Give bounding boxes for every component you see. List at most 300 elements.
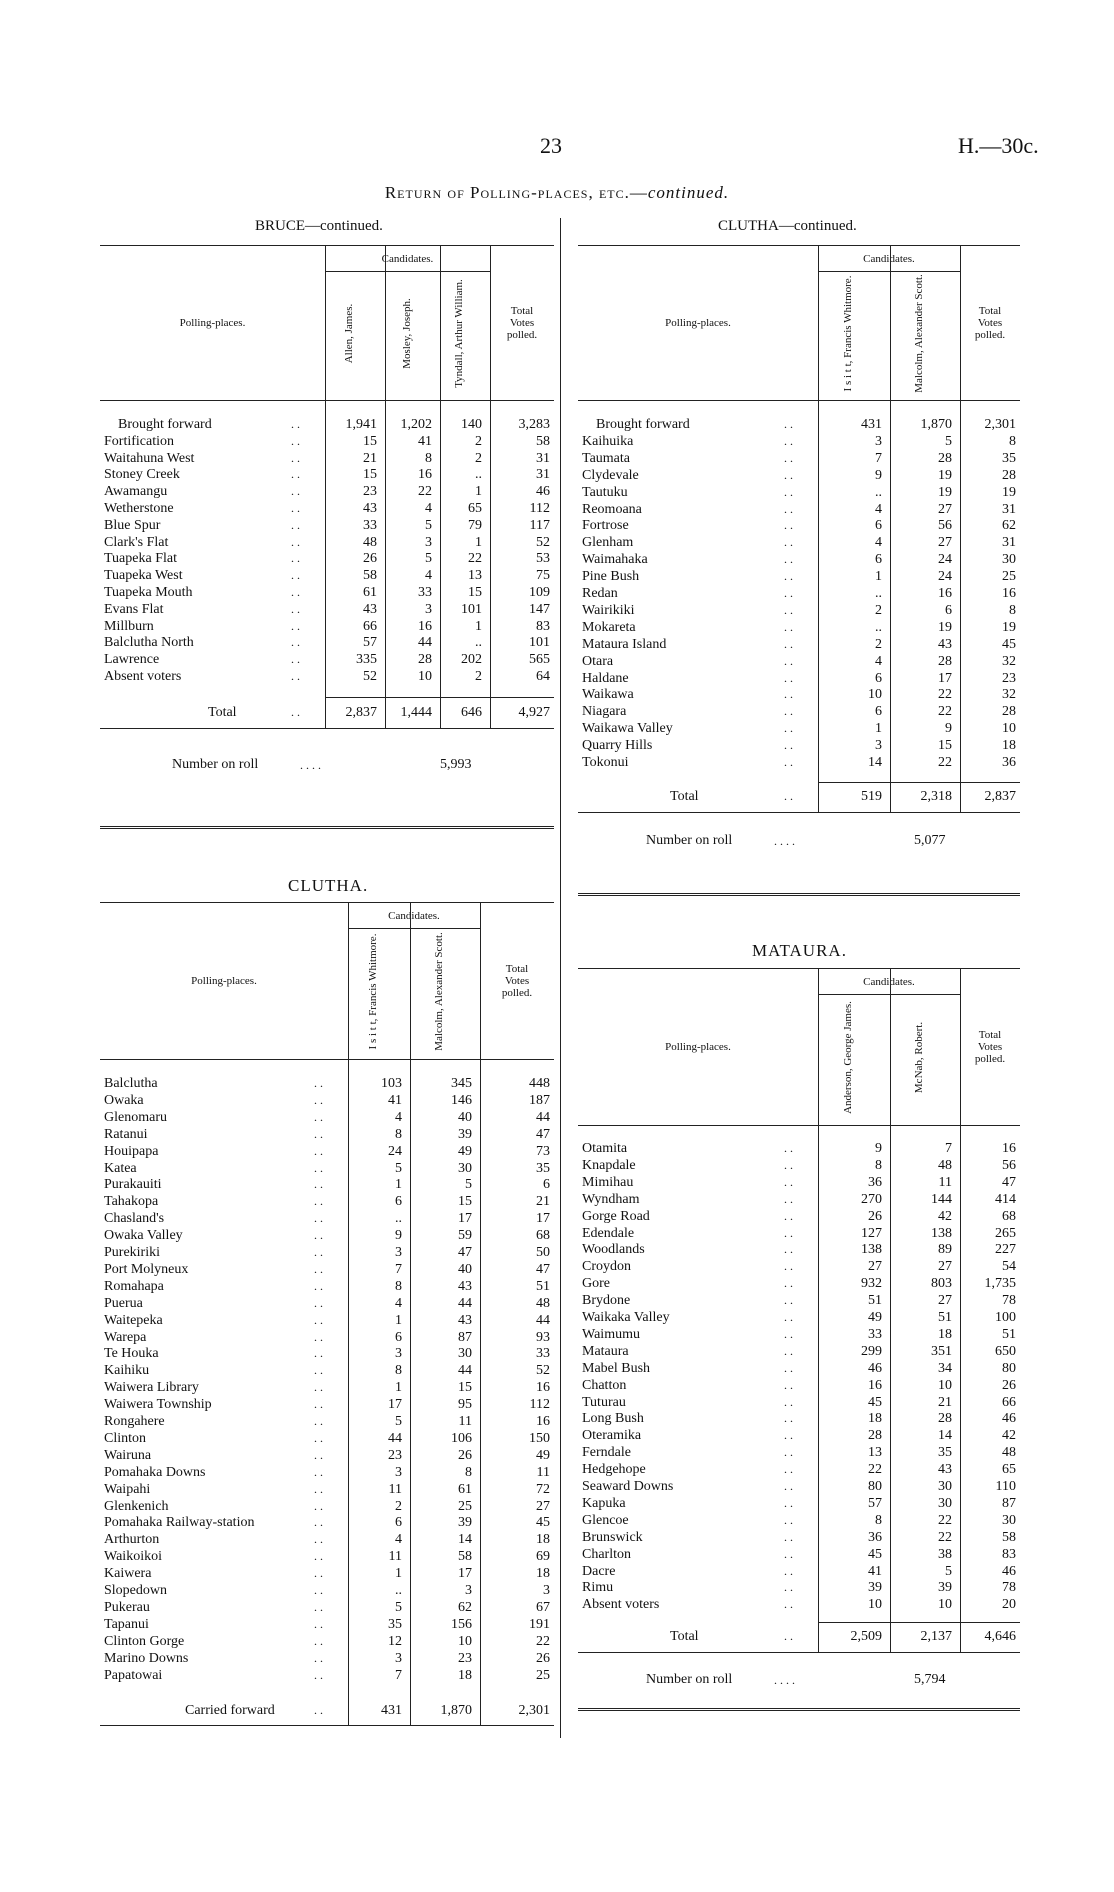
clutha-row-name: Purakauiti xyxy=(104,1177,162,1193)
bruce-total-label: Total xyxy=(208,705,237,720)
bruce-row-value: 43 xyxy=(363,501,377,516)
mataura-row-leader: . . xyxy=(784,1462,793,1477)
clutha-row-value: 45 xyxy=(536,1515,550,1531)
clutha_cont-row-value: 24 xyxy=(938,569,952,585)
bruce-row-value: 52 xyxy=(363,669,377,684)
clutha_cont-row-value: 35 xyxy=(1002,450,1016,466)
mataura-row-value: 51 xyxy=(868,1293,882,1309)
clutha_cont-row-value: 24 xyxy=(938,552,952,568)
clutha-row-leader: . . xyxy=(314,1481,323,1496)
clutha-row-name: Pukerau xyxy=(104,1599,150,1615)
clutha-row-value: 48 xyxy=(536,1295,550,1311)
mataura-row-value: 56 xyxy=(1002,1157,1016,1173)
bruce-row-name: Millburn xyxy=(104,618,154,634)
page-number: 23 xyxy=(540,133,562,158)
clutha-row-value: 191 xyxy=(529,1616,550,1632)
clutha-row-leader: . . xyxy=(314,1616,323,1631)
mataura-row-value: 89 xyxy=(938,1242,952,1258)
bruce-row-value: 1 xyxy=(475,534,482,550)
clutha_cont-row-value: 4 xyxy=(875,501,882,517)
clutha-row-value: 58 xyxy=(458,1549,472,1565)
mataura-row-value: 10 xyxy=(938,1377,952,1393)
clutha-row-value: 6 xyxy=(395,1515,402,1531)
clutha_cont-row-value: 27 xyxy=(938,501,952,517)
bruce-row-value: 58 xyxy=(363,568,377,584)
clutha-row-value: 11 xyxy=(458,1414,472,1429)
mataura-row-value: 8 xyxy=(875,1157,882,1173)
bruce-row-leader: . . xyxy=(291,417,300,431)
clutha-row-value: 17 xyxy=(536,1211,550,1227)
clutha-row-value: 16 xyxy=(536,1380,550,1396)
bruce-row-value: 15 xyxy=(363,433,377,449)
clutha-row-value: 25 xyxy=(536,1667,550,1683)
clutha-row-value: 67 xyxy=(536,1599,550,1615)
clutha-title: CLUTHA. xyxy=(288,876,369,895)
clutha-header-rule xyxy=(100,1059,554,1060)
mataura-total-label: Total xyxy=(670,1629,699,1644)
mataura-row-name: Oteramika xyxy=(582,1428,642,1444)
clutha_cont-row-value: 19 xyxy=(938,619,952,635)
clutha_cont-row-value: 19 xyxy=(1002,619,1016,635)
clutha-row-name: Tapanui xyxy=(104,1616,149,1632)
bruce-row-leader: . . xyxy=(291,635,300,650)
clutha-total-label: Carried forward xyxy=(185,1703,275,1718)
clutha_cont-total-header-line: Total xyxy=(978,304,1002,317)
mataura-row-value: 932 xyxy=(861,1276,882,1292)
bruce-row-value: 15 xyxy=(363,467,377,483)
clutha_cont-row-value: 31 xyxy=(1002,535,1016,551)
bruce-row-value: 101 xyxy=(461,601,482,617)
clutha-total-header xyxy=(480,963,554,999)
clutha-row-leader: . . xyxy=(314,1532,323,1547)
mataura-row-value: 270 xyxy=(861,1191,882,1207)
mataura-candidate-name: McNab, Robert. xyxy=(913,1021,925,1094)
clutha_cont-row-value: 18 xyxy=(1002,738,1016,754)
bruce-row-value: 75 xyxy=(536,568,550,584)
clutha_cont-row-name: Tautuku xyxy=(582,484,628,500)
mataura-row-name: Chatton xyxy=(582,1377,627,1393)
clutha-row-name: Kaiwera xyxy=(104,1566,152,1582)
clutha_cont-row-value: 4 xyxy=(875,535,882,551)
mataura-row-value: 68 xyxy=(1002,1208,1016,1224)
mataura-row-leader: . . xyxy=(784,1225,793,1240)
bruce-row-value: 28 xyxy=(418,652,432,668)
mataura-row-value: 43 xyxy=(938,1462,952,1478)
bruce-row-value: 53 xyxy=(536,551,550,567)
bruce-row-leader: . . xyxy=(291,450,300,465)
mataura-row-leader: . . xyxy=(784,1377,793,1392)
mataura-row-value: 46 xyxy=(868,1360,882,1376)
clutha-row-value: 59 xyxy=(458,1228,472,1244)
bruce-row-value: 23 xyxy=(363,484,377,500)
mataura-total-rule xyxy=(818,1622,1020,1623)
clutha-row-name: Warepa xyxy=(104,1329,147,1345)
clutha-candidates-header: Candidates. xyxy=(388,910,440,922)
clutha-row-value: 3 xyxy=(395,1245,402,1260)
mataura-row-name: Gore xyxy=(582,1276,610,1292)
mataura-row-name: Wyndham xyxy=(582,1191,640,1207)
bruce-row-name: Brought forward xyxy=(118,417,212,432)
clutha-row-value: 25 xyxy=(458,1498,472,1514)
bruce-row-name: Waitahuna West xyxy=(104,450,195,466)
clutha_cont-row-value: 22 xyxy=(938,704,952,720)
mataura-candidates-rule xyxy=(818,994,960,995)
mataura-row-value: 33 xyxy=(868,1326,882,1342)
bruce-row-value: 21 xyxy=(363,450,377,466)
clutha-row-value: 44 xyxy=(536,1312,550,1328)
clutha-row-value: 11 xyxy=(388,1481,402,1497)
clutha_cont-row-value: 6 xyxy=(875,704,882,720)
clutha_cont-row-value: 1 xyxy=(875,569,882,585)
mataura-total-header-line: Votes xyxy=(977,1040,1003,1053)
clutha-row-value: 41 xyxy=(388,1092,402,1108)
mataura-row-value: 46 xyxy=(1002,1411,1016,1427)
bruce-total-header-line: polled. xyxy=(506,328,538,341)
bruce-row-name: Tuapeka Mouth xyxy=(104,585,193,600)
bruce-row-value: 43 xyxy=(363,601,377,617)
bruce-row-value: 2 xyxy=(475,433,482,449)
clutha-row-leader: . . xyxy=(314,1160,323,1175)
mataura-row-value: 36 xyxy=(868,1529,882,1545)
clutha_cont-row-value: 4 xyxy=(875,653,882,669)
clutha-row-name: Waikoikoi xyxy=(104,1549,162,1565)
bruce-row-name: Evans Flat xyxy=(104,601,164,617)
clutha_cont-row-value: 16 xyxy=(1002,586,1016,601)
mataura-row-name: Mimihau xyxy=(582,1174,634,1190)
clutha-row-value: 44 xyxy=(458,1295,472,1311)
clutha-row-leader: . . xyxy=(314,1650,323,1665)
clutha-row-value: .. xyxy=(395,1211,402,1227)
clutha_cont-row-leader: . . xyxy=(784,721,793,736)
clutha_cont-row-value: .. xyxy=(875,619,882,635)
clutha_cont-row-value: 22 xyxy=(938,687,952,703)
page-title-text: Return of Polling-places, etc.— xyxy=(384,183,648,202)
bruce-row-name: Fortification xyxy=(104,433,174,449)
mataura-row-value: 66 xyxy=(1002,1394,1016,1410)
bruce-row-value: .. xyxy=(475,635,482,651)
mataura-polling-header: Polling-places. xyxy=(665,1040,731,1053)
bruce-row-name: Blue Spur xyxy=(104,517,161,533)
clutha_cont-row-name: Waikawa Valley xyxy=(582,721,673,737)
bruce-row-value: 112 xyxy=(529,501,550,516)
clutha-row-value: 9 xyxy=(395,1228,402,1244)
clutha-row-value: 30 xyxy=(458,1160,472,1176)
mataura-total-header xyxy=(960,1029,1020,1065)
clutha-total-leader: . . xyxy=(314,1703,323,1717)
bruce-roll-leader: . . . . xyxy=(300,758,321,772)
bruce-row-value: 335 xyxy=(356,652,377,668)
bruce-row-value: 13 xyxy=(468,568,482,584)
page-title-continued: continued. xyxy=(647,183,730,202)
clutha_cont-row-value: 17 xyxy=(938,670,952,686)
bruce-row-name: Balclutha North xyxy=(104,635,194,651)
clutha-row-value: 17 xyxy=(388,1397,402,1413)
clutha_cont-row-leader: . . xyxy=(784,552,793,567)
mataura-total-value: 2,137 xyxy=(920,1629,952,1644)
clutha-row-value: 11 xyxy=(536,1464,550,1480)
clutha_cont-row-name: Reomoana xyxy=(582,501,642,517)
clutha-row-value: 4 xyxy=(395,1109,402,1125)
mataura-row-value: 27 xyxy=(868,1259,882,1275)
clutha-row-name: Glenomaru xyxy=(104,1109,167,1125)
clutha-row-value: 14 xyxy=(458,1532,472,1548)
mataura-row-name: Hedgehope xyxy=(582,1462,646,1478)
clutha_cont-row-name: Brought forward xyxy=(596,417,690,432)
clutha-row-leader: . . xyxy=(314,1278,323,1293)
bruce-candidate-name: Tyndall, Arthur William. xyxy=(453,279,465,388)
clutha_cont-row-value: 22 xyxy=(938,755,952,770)
bruce-row-value: 10 xyxy=(418,669,432,684)
clutha_cont-row-leader: . . xyxy=(784,450,793,465)
clutha_cont-row-leader: . . xyxy=(784,417,793,431)
mataura-row-value: 144 xyxy=(931,1191,952,1207)
mataura-row-name: Knapdale xyxy=(582,1157,636,1173)
clutha-row-value: 15 xyxy=(458,1380,472,1396)
clutha_cont-row-value: 7 xyxy=(875,450,882,466)
mataura-row-value: 80 xyxy=(1002,1360,1016,1376)
bruce-row-value: 26 xyxy=(363,551,377,567)
bruce-row-name: Tuapeka West xyxy=(104,568,183,584)
clutha-row-value: 49 xyxy=(536,1447,550,1463)
bruce-candidates-header: Candidates. xyxy=(381,253,434,265)
clutha_cont-row-value: 8 xyxy=(1009,602,1016,618)
clutha-row-name: Owaka Valley xyxy=(104,1228,183,1244)
clutha_cont-row-leader: . . xyxy=(784,704,793,719)
clutha-row-value: 26 xyxy=(536,1650,550,1666)
mataura-row-leader: . . xyxy=(784,1293,793,1308)
mataura-row-value: 803 xyxy=(931,1276,952,1292)
clutha-row-value: 8 xyxy=(465,1464,472,1480)
bruce-row-value: 8 xyxy=(425,450,432,466)
mataura-row-value: 18 xyxy=(868,1411,882,1427)
clutha_cont-row-value: 2 xyxy=(875,602,882,618)
mataura-row-leader: . . xyxy=(784,1529,793,1544)
clutha-row-leader: . . xyxy=(314,1126,323,1141)
bruce-total-value: 4,927 xyxy=(518,705,550,720)
clutha-row-name: Romahapa xyxy=(104,1278,164,1294)
mataura-row-leader: . . xyxy=(784,1428,793,1443)
clutha-polling-header: Polling-places. xyxy=(191,974,257,987)
mataura-row-value: 100 xyxy=(995,1310,1016,1325)
clutha-row-value: 2 xyxy=(395,1498,402,1514)
bruce-row-value: 31 xyxy=(536,467,550,483)
bruce-row-value: 109 xyxy=(529,585,550,600)
clutha-row-leader: . . xyxy=(314,1295,323,1310)
clutha-total-value: 431 xyxy=(381,1703,402,1718)
clutha-row-leader: . . xyxy=(314,1414,323,1428)
bruce-total-header-line: Total xyxy=(510,304,534,317)
clutha-row-value: 12 xyxy=(388,1633,402,1649)
clutha-row-value: 8 xyxy=(395,1363,402,1379)
clutha_cont-row-value: 25 xyxy=(1002,569,1016,585)
mataura-row-value: 20 xyxy=(1002,1597,1016,1613)
mataura-row-value: 51 xyxy=(938,1310,952,1325)
mataura-row-value: 39 xyxy=(938,1580,952,1596)
clutha-row-leader: . . xyxy=(314,1363,323,1378)
bruce-title: BRUCE—continued. xyxy=(255,218,383,234)
clutha_cont-row-name: Tokonui xyxy=(582,755,629,770)
clutha-row-leader: . . xyxy=(314,1194,323,1209)
mataura-row-value: 48 xyxy=(1002,1445,1016,1461)
bruce-row-leader: . . xyxy=(291,652,300,667)
clutha-row-value: 345 xyxy=(451,1076,472,1091)
bruce-bottom-rule xyxy=(100,728,554,729)
clutha-candidates-rule xyxy=(348,928,480,929)
bruce-roll-value: 5,993 xyxy=(440,757,472,772)
clutha_cont-row-value: 6 xyxy=(875,670,882,686)
bruce-row-name: Tuapeka Flat xyxy=(104,551,177,567)
clutha-row-value: 40 xyxy=(458,1261,472,1277)
clutha-row-leader: . . xyxy=(314,1633,323,1648)
bruce-row-value: 140 xyxy=(461,417,482,432)
clutha_cont-row-leader: . . xyxy=(784,484,793,499)
clutha-total-header-line: Total xyxy=(505,962,529,975)
clutha-row-leader: . . xyxy=(314,1464,323,1479)
clutha-row-leader: . . xyxy=(314,1346,323,1361)
clutha_cont-row-value: .. xyxy=(875,586,882,601)
mataura-row-name: Otamita xyxy=(582,1141,628,1156)
clutha_cont-candidates-header: Candidates. xyxy=(863,253,915,265)
bruce-row-value: 65 xyxy=(468,501,482,516)
mataura-row-value: 227 xyxy=(995,1242,1016,1258)
bruce-row-value: 61 xyxy=(363,585,377,600)
bruce-row-name: Stoney Creek xyxy=(104,467,180,483)
clutha-row-value: 43 xyxy=(458,1278,472,1294)
clutha-row-value: 69 xyxy=(536,1549,550,1565)
mataura-row-name: Charlton xyxy=(582,1546,631,1562)
clutha_cont-row-name: Kaihuika xyxy=(582,433,634,449)
clutha_cont-row-leader: . . xyxy=(784,653,793,668)
clutha_cont-roll-value: 5,077 xyxy=(914,833,946,848)
clutha-row-name: Tahakopa xyxy=(104,1194,159,1210)
clutha-row-leader: . . xyxy=(314,1667,323,1682)
clutha-row-value: 23 xyxy=(458,1650,472,1666)
bruce-row-value: 2 xyxy=(475,450,482,466)
mataura-row-value: 299 xyxy=(861,1343,882,1359)
clutha-row-name: Owaka xyxy=(104,1092,144,1108)
clutha-row-name: Marino Downs xyxy=(104,1650,189,1666)
clutha_cont-row-value: 28 xyxy=(938,450,952,466)
clutha-row-name: Arthurton xyxy=(104,1532,160,1548)
bruce-end-rule xyxy=(100,826,554,829)
clutha-total-header-line: polled. xyxy=(501,986,533,999)
clutha_cont-row-leader: . . xyxy=(784,619,793,634)
bruce-row-value: 1,202 xyxy=(400,417,432,432)
clutha-row-name: Clinton Gorge xyxy=(104,1633,185,1649)
clutha-row-value: 150 xyxy=(529,1430,550,1446)
clutha-row-name: Ratanui xyxy=(104,1126,148,1142)
bruce-row-value: 15 xyxy=(468,585,482,600)
clutha-candidate-name: I s i t t, Francis Whitmore. xyxy=(367,933,379,1050)
bruce-candidates-rule xyxy=(325,271,490,272)
clutha-row-value: 61 xyxy=(458,1481,472,1497)
clutha-row-value: 73 xyxy=(536,1143,550,1159)
bruce-row-value: 4 xyxy=(425,568,432,584)
clutha_cont-total-label: Total xyxy=(670,789,699,804)
clutha_cont-row-leader: . . xyxy=(784,670,793,685)
bruce-row-value: 101 xyxy=(529,635,550,651)
clutha-row-value: 17 xyxy=(458,1211,472,1227)
bruce-row-value: 52 xyxy=(536,534,550,550)
clutha_cont-row-value: 8 xyxy=(1009,433,1016,449)
clutha_cont-row-value: 1,870 xyxy=(920,417,952,432)
clutha-row-value: 5 xyxy=(395,1160,402,1176)
clutha-row-value: 35 xyxy=(536,1160,550,1176)
bruce-total-value: 646 xyxy=(461,705,482,720)
mataura-row-value: 26 xyxy=(868,1208,882,1224)
bruce-row-value: 44 xyxy=(418,635,432,651)
clutha-row-value: 44 xyxy=(388,1430,402,1446)
mataura-row-name: Brydone xyxy=(582,1293,631,1309)
mataura-row-name: Mataura xyxy=(582,1343,629,1359)
mataura-row-value: 58 xyxy=(1002,1529,1016,1545)
bruce-row-value: 41 xyxy=(418,433,432,449)
mataura-total-value: 4,646 xyxy=(984,1629,1016,1644)
clutha-row-value: 30 xyxy=(458,1346,472,1362)
mataura-row-value: 26 xyxy=(1002,1377,1016,1393)
clutha-row-name: Balclutha xyxy=(104,1076,158,1091)
clutha_cont-roll-label: Number on roll xyxy=(646,833,733,848)
mataura-total-header-line: Total xyxy=(978,1028,1002,1041)
clutha-row-value: 18 xyxy=(536,1566,550,1582)
clutha-row-leader: . . xyxy=(314,1329,323,1344)
clutha_cont-row-value: 14 xyxy=(868,755,882,770)
clutha-row-value: 47 xyxy=(458,1245,472,1260)
mataura-row-name: Absent voters xyxy=(582,1597,660,1613)
clutha_cont-total-rule xyxy=(818,782,1020,783)
mataura-row-leader: . . xyxy=(784,1276,793,1291)
clutha-row-leader: . . xyxy=(314,1228,323,1243)
clutha_cont-row-value: 31 xyxy=(1002,501,1016,517)
mataura-row-leader: . . xyxy=(784,1411,793,1426)
mataura-row-value: 21 xyxy=(938,1394,952,1410)
bruce-row-value: 31 xyxy=(536,450,550,466)
clutha-row-leader: . . xyxy=(314,1143,323,1158)
mataura-row-value: 48 xyxy=(938,1157,952,1173)
bruce-row-name: Wetherstone xyxy=(104,501,174,516)
mataura-row-value: 22 xyxy=(938,1512,952,1528)
clutha-row-value: 6 xyxy=(395,1194,402,1210)
mataura-row-value: 39 xyxy=(868,1580,882,1596)
mataura-row-name: Woodlands xyxy=(582,1242,645,1258)
clutha_cont-row-value: .. xyxy=(875,484,882,500)
clutha_cont-row-value: 1 xyxy=(875,721,882,737)
clutha-row-leader: . . xyxy=(314,1261,323,1276)
clutha_cont-row-value: 6 xyxy=(875,518,882,534)
clutha-row-value: 7 xyxy=(395,1667,402,1683)
mataura-row-value: 30 xyxy=(938,1495,952,1511)
bruce-row-leader: . . xyxy=(291,568,300,583)
clutha-row-name: Port Molyneux xyxy=(104,1261,189,1277)
clutha_cont-row-name: Taumata xyxy=(582,450,630,466)
mataura-row-value: 138 xyxy=(931,1225,952,1241)
clutha-row-name: Slopedown xyxy=(104,1583,167,1598)
mataura-row-value: 57 xyxy=(868,1495,882,1511)
clutha_cont-row-value: 3 xyxy=(875,433,882,449)
mataura-total-value: 2,509 xyxy=(850,1629,882,1644)
mataura-row-value: 30 xyxy=(1002,1512,1016,1528)
clutha-row-value: 47 xyxy=(536,1126,550,1142)
clutha-row-value: 11 xyxy=(388,1549,402,1565)
bruce-row-value: 46 xyxy=(536,484,550,500)
mataura-row-value: 414 xyxy=(995,1191,1016,1207)
clutha-row-name: Waiwera Township xyxy=(104,1397,212,1413)
clutha_cont-row-name: Redan xyxy=(582,586,618,601)
clutha-row-value: 6 xyxy=(395,1329,402,1345)
mataura-row-value: 45 xyxy=(868,1546,882,1562)
clutha_cont-row-value: 3 xyxy=(875,738,882,754)
mataura-row-value: 1,735 xyxy=(984,1276,1016,1292)
